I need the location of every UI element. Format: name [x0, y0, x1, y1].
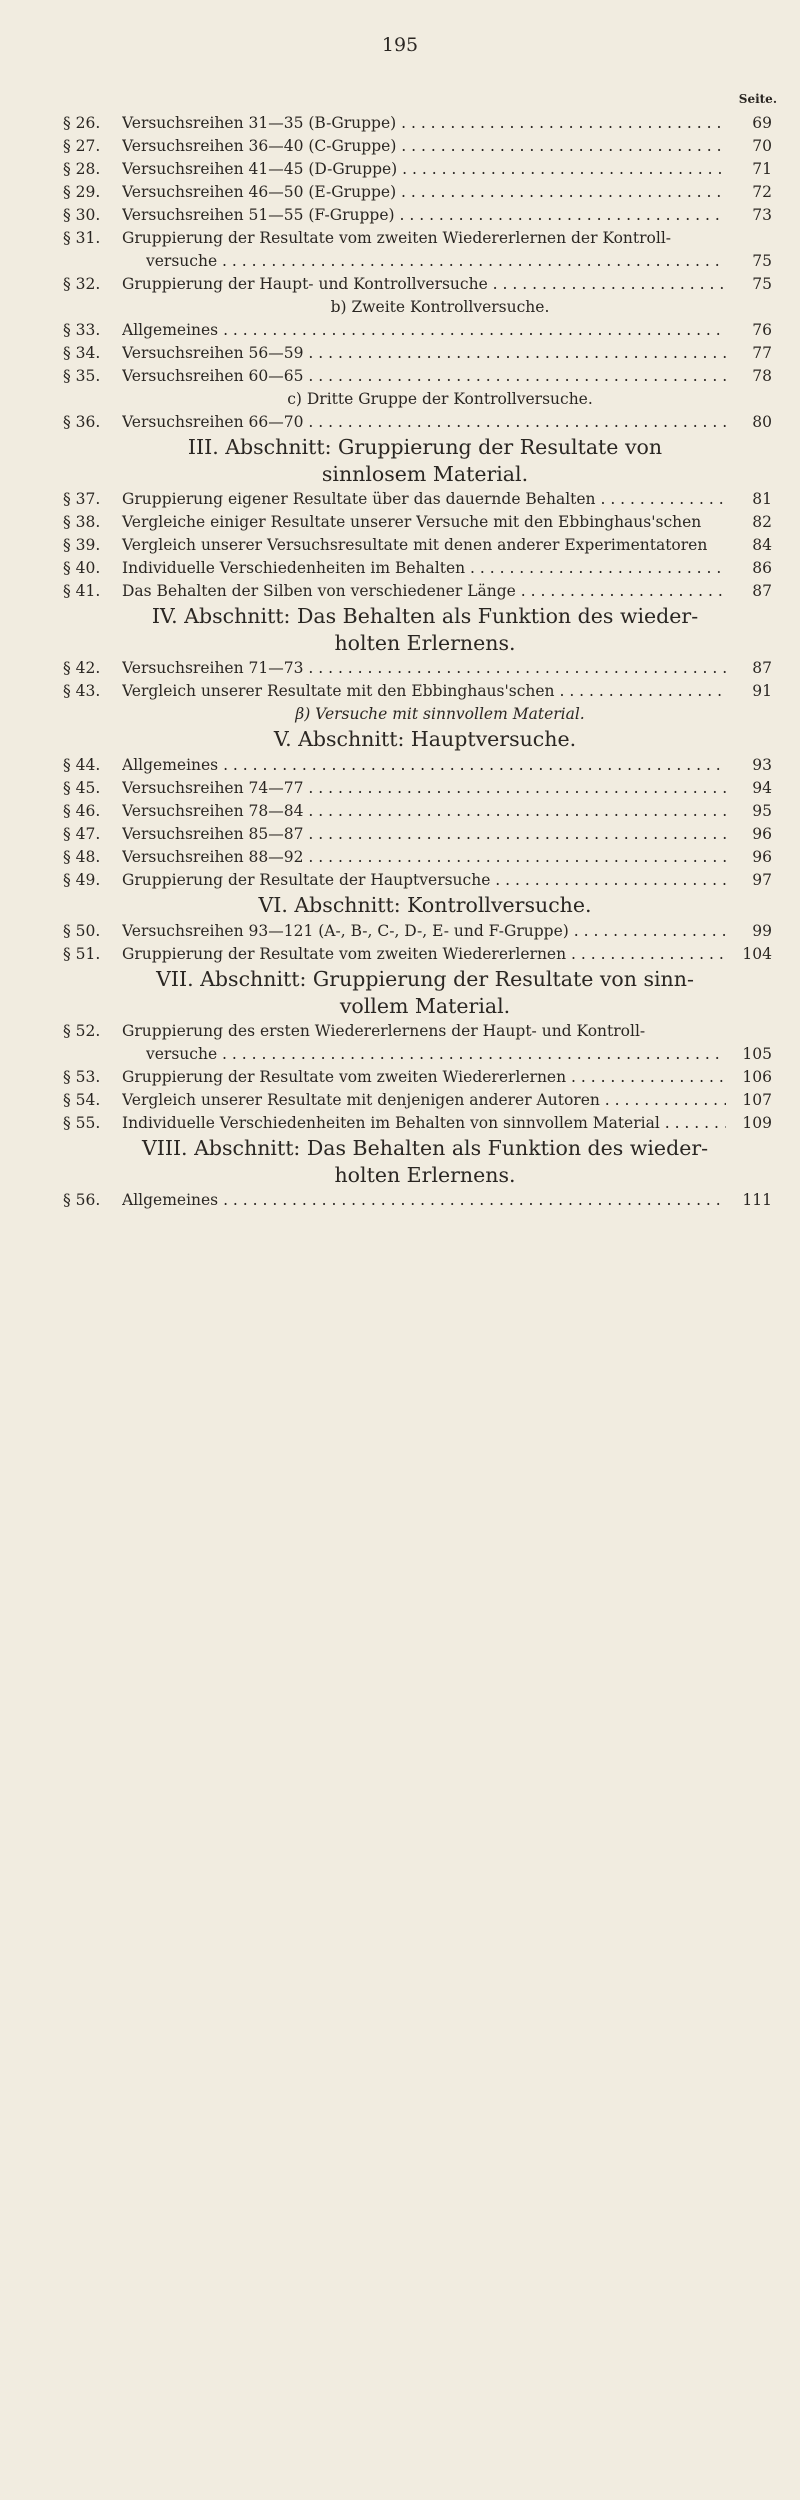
toc-entry-39: § 39. Vergleich unserer Versuchsresultate mit denen anderer Experimentatoren 84	[63, 536, 772, 554]
table-of-contents	[0, 112, 800, 1212]
toc-entry-40: § 40. Individuelle Verschiedenheiten im Behalten . . . 86	[0, 557, 800, 580]
toc-entry-45: § 45. Versuchsreihen 74—77 . . . 94	[0, 777, 800, 800]
toc-entry-56: § 56. Allgemeines . . . 111	[0, 1189, 800, 1212]
toc-entry-55: § 55. Individuelle Verschiedenheiten im Behalten von sinnvollem Material . . . 109	[0, 1112, 800, 1135]
toc-entry-31: § 31. Gruppierung der Resultate vom zweiten Wiedererlernen der Kontroll-	[63, 229, 672, 247]
section-heading-IV: IV. Abschnitt: Das Behalten als Funktion des wieder- holten Erlernens.	[151, 604, 699, 655]
toc-entry-26: § 26. Versuchsreihen 31—35 (B-Gruppe) . . . 69	[0, 112, 800, 135]
page-number: 195	[381, 34, 419, 56]
toc-entry-41: § 41. Das Behalten der Silben von verschiedener Länge . . . 87	[0, 580, 800, 603]
section-heading-III: III. Abschnitt: Gruppierung der Resultate von sinnlosem Material.	[187, 435, 663, 486]
toc-entry-31-cont: versuche . . . 75	[0, 250, 800, 273]
toc-entry-43: § 43. Vergleich unserer Resultate mit den Ebbinghaus'schen . . . 91	[0, 680, 800, 703]
toc-entry-32: § 32. Gruppierung der Haupt- und Kontrollversuche . . . 75	[0, 273, 800, 296]
toc-entry-42: § 42. Versuchsreihen 71—73 . . . 87	[0, 657, 800, 680]
toc-entry-30: § 30. Versuchsreihen 51—55 (F-Gruppe) . . . 73	[0, 204, 800, 227]
toc-entry-44: § 44. Allgemeines . . . 93	[0, 754, 800, 777]
toc-entry-37: § 37. Gruppierung eigener Resultate über das dauernde Behalten . . . 81	[0, 488, 800, 511]
section-heading-VIII: VIII. Abschnitt: Das Behalten als Funktion des wieder- holten Erlernens.	[141, 1136, 709, 1187]
toc-entry-54: § 54. Vergleich unserer Resultate mit denjenigen anderer Autoren . . . 107	[0, 1089, 800, 1112]
toc-entry-35: § 35. Versuchsreihen 60—65 . . . 78	[0, 365, 800, 388]
toc-entry-27: § 27. Versuchsreihen 36—40 (C-Gruppe) . . . 70	[0, 135, 800, 158]
toc-entry-53: § 53. Gruppierung der Resultate vom zweiten Wiedererlernen . . . 106	[0, 1066, 800, 1089]
toc-entry-28: § 28. Versuchsreihen 41—45 (D-Gruppe) . . . 71	[0, 158, 800, 181]
toc-entry-52: § 52. Gruppierung des ersten Wiedererlernens der Haupt- und Kontroll-	[63, 1022, 646, 1040]
toc-entry-36: § 36. Versuchsreihen 66—70 . . . 80	[0, 411, 800, 434]
toc-entry-29: § 29. Versuchsreihen 46—50 (E-Gruppe) . . . 72	[0, 181, 800, 204]
subheading-c: c) Dritte Gruppe der Kontrollversuche.	[287, 390, 593, 408]
toc-entry-33: § 33. Allgemeines . . . 76	[0, 319, 800, 342]
toc-entry-50: § 50. Versuchsreihen 93—121 (A-, B-, C-, D-, E- und F-Gruppe) . . . 99	[0, 920, 800, 943]
toc-entry-49: § 49. Gruppierung der Resultate der Hauptversuche . . . 97	[0, 869, 800, 892]
toc-entry-34: § 34. Versuchsreihen 56—59 . . . 77	[0, 342, 800, 365]
section-heading-VI: VI. Abschnitt: Kontrollversuche.	[258, 893, 592, 917]
subheading-b: b) Zweite Kontrollversuche.	[330, 298, 550, 316]
toc-entry-51: § 51. Gruppierung der Resultate vom zweiten Wiedererlernen . . . 104	[0, 943, 800, 966]
toc-entry-47: § 47. Versuchsreihen 85—87 . . . 96	[0, 823, 800, 846]
seite-column-label: Seite.	[738, 92, 777, 106]
toc-entry-48: § 48. Versuchsreihen 88—92 . . . 96	[0, 846, 800, 869]
toc-entry-38: § 38. Vergleiche einiger Resultate unserer Versuche mit den Ebbinghaus'schen 82	[63, 513, 772, 531]
toc-entry-52-cont: versuche . . . 105	[0, 1043, 800, 1066]
section-heading-VII: VII. Abschnitt: Gruppierung der Resultate von sinn- vollem Material.	[156, 967, 694, 1018]
section-heading-V: V. Abschnitt: Hauptversuche.	[273, 727, 577, 751]
subheading-beta: β) Versuche mit sinnvollem Material.	[295, 705, 585, 723]
toc-entry-46: § 46. Versuchsreihen 78—84 . . . 95	[0, 800, 800, 823]
